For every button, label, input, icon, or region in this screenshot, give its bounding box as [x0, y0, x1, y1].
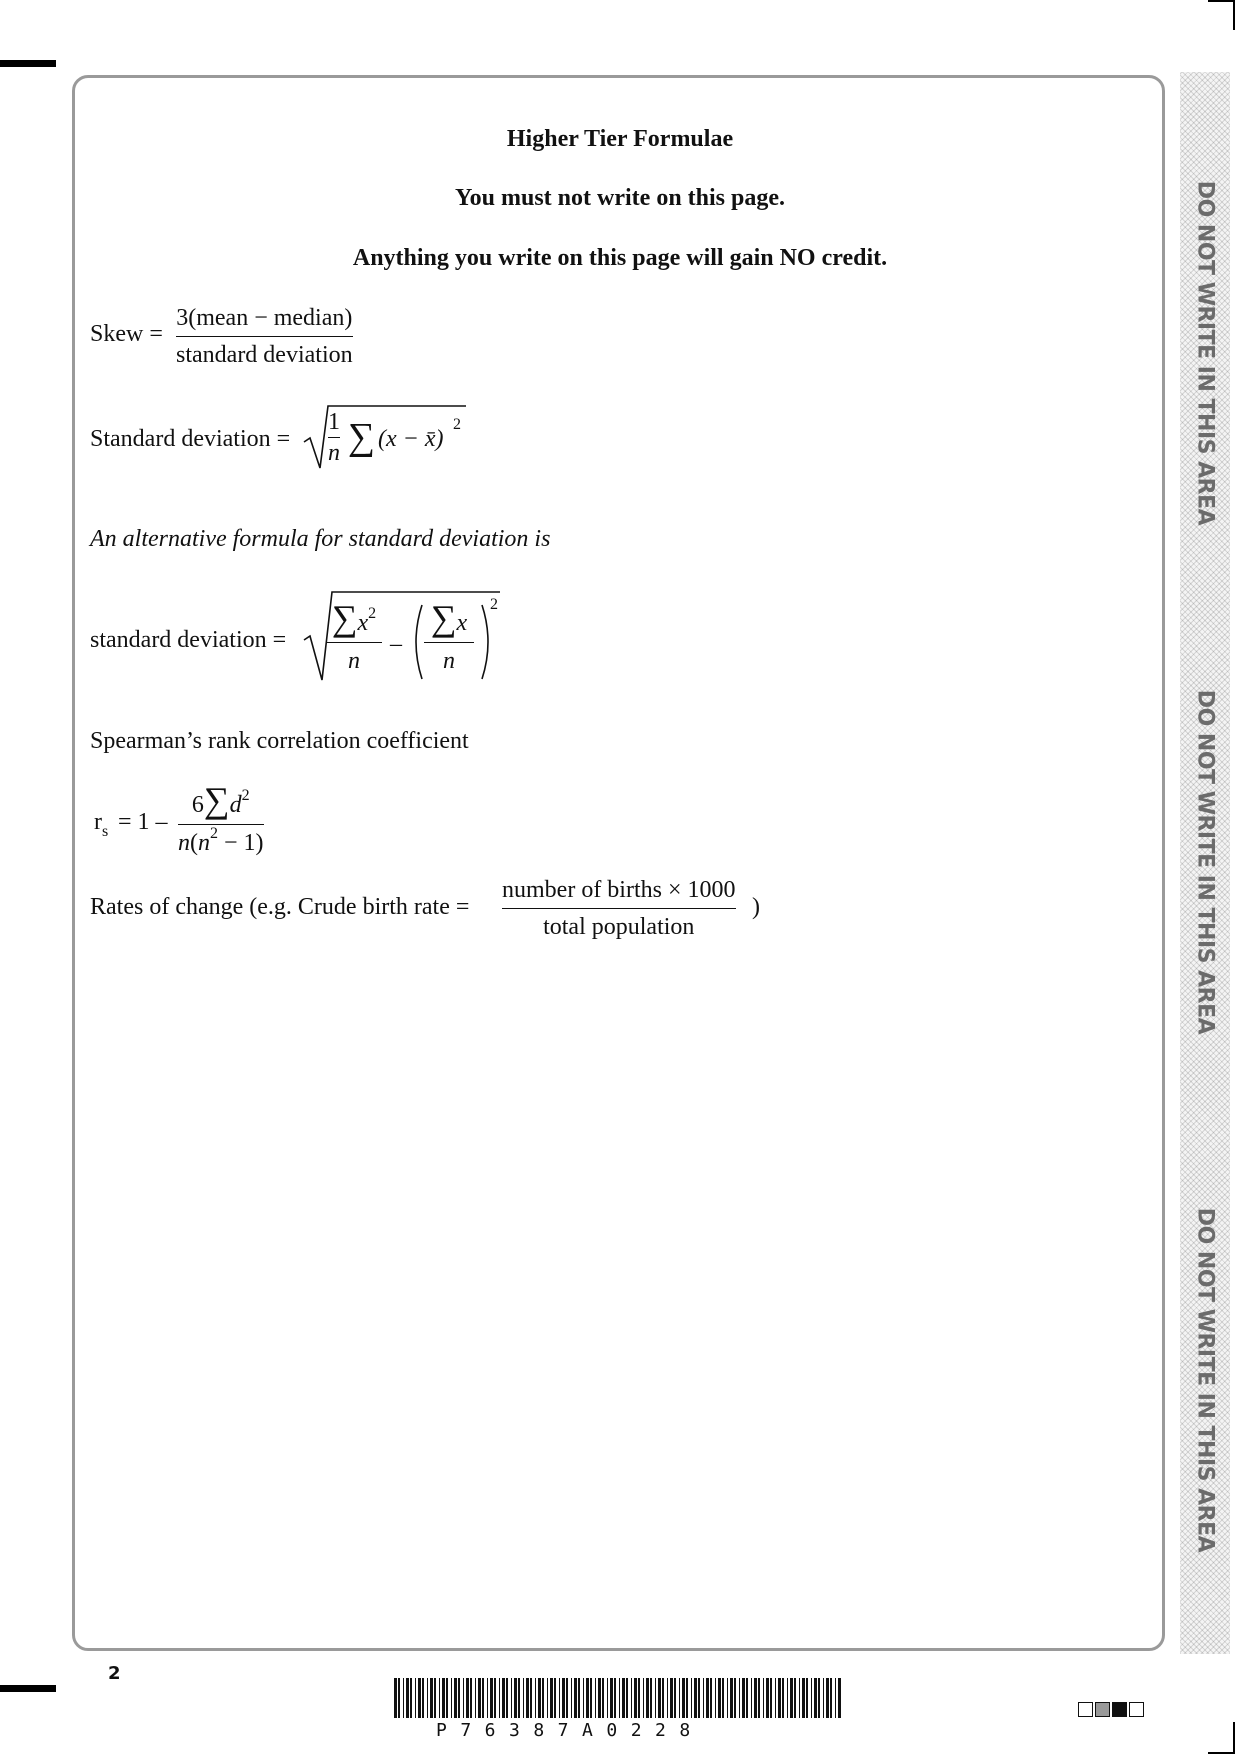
barcode-bar — [730, 1678, 733, 1718]
barcode-bar — [607, 1678, 608, 1718]
barcode-bar — [710, 1678, 712, 1718]
rs-r: r — [94, 809, 102, 835]
barcode-bar — [598, 1678, 601, 1718]
alt-n-2: n — [443, 648, 455, 674]
barcode-bar — [614, 1678, 616, 1718]
barcode-bar — [538, 1678, 541, 1718]
barcode-bar — [667, 1678, 668, 1718]
alt-sigma-1: ∑ — [331, 598, 358, 638]
barcode-bar — [602, 1678, 604, 1718]
barcode-bar — [838, 1678, 841, 1718]
barcode-bar — [698, 1678, 700, 1718]
alt-x-2: x — [456, 610, 468, 636]
barcode — [394, 1678, 844, 1718]
barcode-bar — [646, 1678, 649, 1718]
registration-mark-bottom-right-v — [1233, 1722, 1235, 1754]
barcode-bar — [682, 1678, 685, 1718]
barcode-bar — [706, 1678, 709, 1718]
barcode-bar — [394, 1678, 397, 1718]
alt-power-1: 2 — [368, 605, 377, 622]
rs-den-n2: n — [198, 830, 210, 856]
barcode-bar — [547, 1678, 548, 1718]
rs-fraction — [178, 782, 264, 855]
margin-warning-1: DO NOT WRITE IN THIS AREA — [1192, 180, 1218, 526]
barcode-bar — [550, 1678, 553, 1718]
skew-numerator: 3(mean − median) — [176, 306, 353, 337]
barcode-bar — [650, 1678, 652, 1718]
sd-body: (x − x̄) — [378, 426, 444, 452]
barcode-bar — [826, 1678, 829, 1718]
page-number: 2 — [108, 1663, 121, 1684]
barcode-bar — [679, 1678, 680, 1718]
rs-sigma: ∑ — [203, 780, 230, 820]
alt-first-fraction — [326, 600, 382, 673]
barcode-bar — [463, 1678, 464, 1718]
barcode-bar — [674, 1678, 676, 1718]
rs-equals: = 1 – — [118, 809, 168, 835]
rs-s: s — [102, 823, 109, 840]
barcode-bar — [727, 1678, 728, 1718]
barcode-bar — [487, 1678, 488, 1718]
registration-mark-top-left — [0, 60, 56, 67]
barcode-bar — [523, 1678, 524, 1718]
barcode-bar — [518, 1678, 520, 1718]
barcode-bar — [499, 1678, 500, 1718]
rs-power: 2 — [241, 787, 250, 804]
margin-warning-3: DO NOT WRITE IN THIS AREA — [1192, 1207, 1218, 1553]
barcode-bar — [718, 1678, 721, 1718]
barcode-bar — [770, 1678, 772, 1718]
barcode-bar — [470, 1678, 472, 1718]
barcode-bar — [835, 1678, 836, 1718]
page-indicator-square-2 — [1095, 1702, 1110, 1717]
barcode-bar — [790, 1678, 793, 1718]
barcode-bar — [739, 1678, 740, 1718]
barcode-bar — [703, 1678, 704, 1718]
barcode-bar — [482, 1678, 484, 1718]
barcode-bar — [466, 1678, 469, 1718]
roc-numerator: number of births × 1000 — [502, 878, 736, 909]
rs-denominator: $n(n^2 - 1)$ — [178, 825, 264, 856]
alt-outer-power: 2 — [490, 596, 498, 613]
barcode-bar — [454, 1678, 457, 1718]
barcode-bar — [562, 1678, 565, 1718]
barcode-bar — [530, 1678, 532, 1718]
barcode-bar — [811, 1678, 812, 1718]
roc-denominator: total population — [543, 914, 695, 940]
barcode-bar — [446, 1678, 448, 1718]
barcode-bar — [542, 1678, 544, 1718]
barcode-bar — [754, 1678, 757, 1718]
roc-fraction — [502, 878, 736, 939]
sd-one: 1 — [328, 410, 340, 438]
barcode-bar — [574, 1678, 577, 1718]
barcode-bar — [814, 1678, 817, 1718]
page-title: Higher Tier Formulae — [506, 126, 734, 152]
barcode-text: P76387A0228 — [436, 1720, 704, 1741]
barcode-bar — [787, 1678, 788, 1718]
barcode-bar — [583, 1678, 584, 1718]
rs-six: 6 — [191, 792, 204, 818]
alt-n-1: n — [348, 648, 360, 674]
rs-d: d — [229, 792, 242, 818]
barcode-bar — [694, 1678, 697, 1718]
barcode-bar — [778, 1678, 781, 1718]
skew-label: Skew = — [90, 321, 163, 347]
barcode-bar — [662, 1678, 664, 1718]
barcode-bar — [427, 1678, 428, 1718]
barcode-bar — [475, 1678, 476, 1718]
barcode-bar — [410, 1678, 412, 1718]
barcode-bar — [622, 1678, 625, 1718]
alt-x-1: x — [357, 610, 369, 636]
margin-warning-2: DO NOT WRITE IN THIS AREA — [1192, 689, 1218, 1035]
skew-denominator: standard deviation — [176, 342, 353, 368]
alt-sigma-2: ∑ — [430, 598, 457, 638]
barcode-bar — [691, 1678, 692, 1718]
barcode-bar — [751, 1678, 752, 1718]
registration-mark-bottom-left — [0, 1685, 56, 1692]
rs-den-power: 2 — [210, 825, 218, 842]
warning-line-1: You must not write on this page. — [454, 185, 786, 211]
barcode-bar — [655, 1678, 656, 1718]
barcode-bar — [638, 1678, 640, 1718]
registration-mark-top-right-h — [1208, 0, 1235, 2]
barcode-bar — [631, 1678, 632, 1718]
barcode-bar — [658, 1678, 661, 1718]
roc-label: Rates of change (e.g. Crude birth rate = — [90, 894, 470, 920]
barcode-bar — [490, 1678, 493, 1718]
barcode-bar — [766, 1678, 769, 1718]
barcode-bar — [511, 1678, 512, 1718]
barcode-bar — [722, 1678, 724, 1718]
barcode-bar — [502, 1678, 505, 1718]
barcode-bar — [830, 1678, 832, 1718]
barcode-bar — [775, 1678, 776, 1718]
barcode-bar — [422, 1678, 424, 1718]
rs-numerator — [178, 782, 264, 825]
barcode-bar — [643, 1678, 644, 1718]
alt-second-numerator — [424, 600, 474, 643]
barcode-bar — [746, 1678, 748, 1718]
roc-close: ) — [752, 894, 760, 920]
barcode-bar — [398, 1678, 400, 1718]
barcode-bar — [566, 1678, 568, 1718]
barcode-bar — [535, 1678, 536, 1718]
barcode-bar — [554, 1678, 556, 1718]
barcode-bar — [434, 1678, 436, 1718]
sd-label: Standard deviation = — [90, 426, 291, 452]
barcode-bar — [758, 1678, 760, 1718]
barcode-bar — [439, 1678, 440, 1718]
barcode-bar — [526, 1678, 529, 1718]
sd-n: n — [328, 440, 340, 466]
barcode-bar — [626, 1678, 628, 1718]
barcode-bar — [823, 1678, 824, 1718]
barcode-bar — [794, 1678, 796, 1718]
page-indicator-square-4 — [1129, 1702, 1144, 1717]
barcode-bar — [430, 1678, 433, 1718]
skew-fraction — [176, 306, 353, 367]
barcode-bar — [418, 1678, 421, 1718]
barcode-bar — [782, 1678, 784, 1718]
sd-power: 2 — [453, 416, 461, 433]
barcode-bar — [715, 1678, 716, 1718]
alt-label: standard deviation = — [90, 627, 287, 653]
alt-first-numerator — [326, 600, 382, 643]
barcode-bar — [458, 1678, 460, 1718]
alt-minus: – — [390, 631, 402, 657]
rs-den-n: n — [178, 830, 190, 856]
barcode-bar — [619, 1678, 620, 1718]
barcode-bar — [742, 1678, 745, 1718]
alt-second-fraction — [424, 600, 474, 673]
barcode-bar — [403, 1678, 404, 1718]
barcode-bar — [571, 1678, 572, 1718]
rs-symbol — [94, 809, 109, 840]
barcode-bar — [478, 1678, 481, 1718]
page-indicator-square-3 — [1112, 1702, 1127, 1717]
barcode-bar — [559, 1678, 560, 1718]
barcode-bar — [415, 1678, 416, 1718]
barcode-bar — [494, 1678, 496, 1718]
rs-den-tail: − 1) — [224, 830, 264, 856]
barcode-bar — [586, 1678, 589, 1718]
barcode-bar — [634, 1678, 637, 1718]
barcode-bar — [506, 1678, 508, 1718]
page-indicator-square-1 — [1078, 1702, 1093, 1717]
sd-fraction — [328, 410, 340, 465]
barcode-bar — [818, 1678, 820, 1718]
barcode-bar — [799, 1678, 800, 1718]
barcode-bar — [451, 1678, 452, 1718]
barcode-bar — [442, 1678, 445, 1718]
barcode-bar — [734, 1678, 736, 1718]
barcode-bar — [763, 1678, 764, 1718]
barcode-bar — [514, 1678, 517, 1718]
spearman-label: Spearman’s rank correlation coefficient — [90, 728, 469, 754]
registration-mark-top-right-v — [1233, 0, 1235, 30]
barcode-bar — [406, 1678, 409, 1718]
barcode-bar — [686, 1678, 688, 1718]
barcode-bar — [590, 1678, 592, 1718]
barcode-bar — [595, 1678, 596, 1718]
barcode-bar — [610, 1678, 613, 1718]
barcode-bar — [806, 1678, 808, 1718]
barcode-bar — [802, 1678, 805, 1718]
sd-sigma: ∑ — [348, 416, 376, 458]
warning-line-2: Anything you write on this page will gain NO credit. — [352, 245, 888, 271]
barcode-bar — [670, 1678, 673, 1718]
alt-intro: An alternative formula for standard deviation is — [90, 526, 551, 552]
barcode-bar — [578, 1678, 580, 1718]
